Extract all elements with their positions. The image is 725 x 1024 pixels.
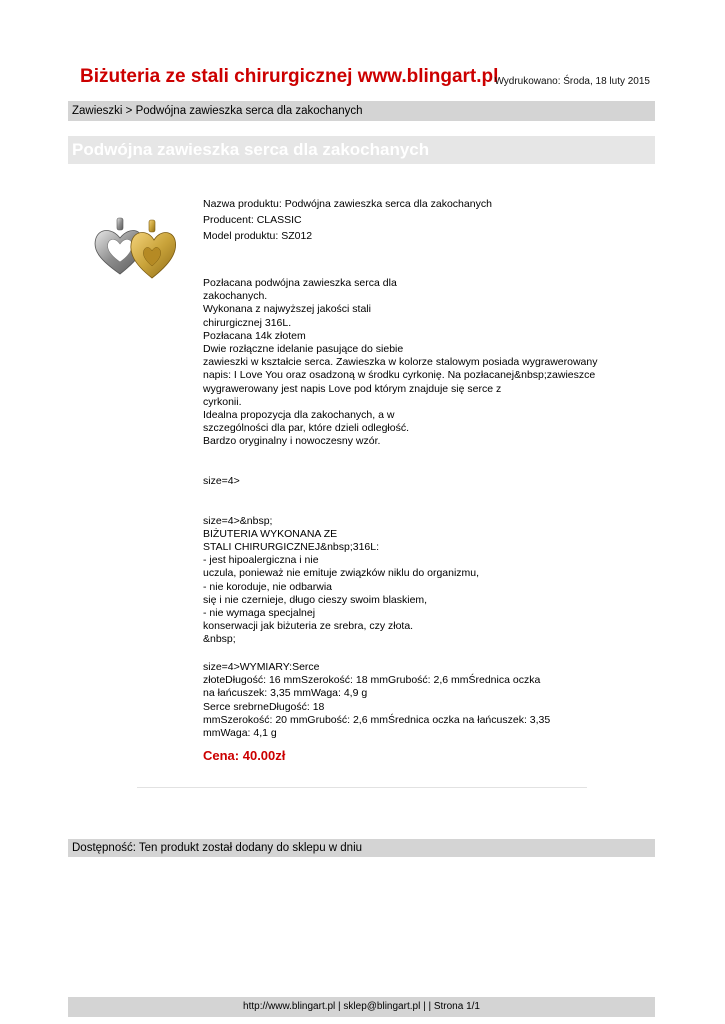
breadcrumb[interactable]: Zawieszki > Podwójna zawieszka serca dla zakochanych: [68, 101, 655, 121]
product-name-line: Nazwa produktu: Podwójna zawieszka serca dla zakochanych: [203, 198, 492, 210]
product-title: Podwójna zawieszka serca dla zakochanych: [68, 136, 655, 164]
availability-bar: Dostępność: Ten produkt został dodany do sklepu w dniu: [68, 839, 655, 857]
product-description: Pozłacana podwójna zawieszka serca dla zakochanych. Wykonana z najwyższej jakości stali chirurgicznej 316L. Pozłacana 14k złotem Dwie rozłączne idelanie pasujące do siebie zawieszki w kształcie serca. Zawieszka w kolorze stalowym posiada wygrawerowany napis: I Love You oraz osadzoną w środku cyrkonię. Na pozłacanej&nbsp;zawieszce wygrawerowany jest napis Love pod którym znajduje się serce z cyrkonii. Idealna propozycja dla zakochanych, a w szczególności dla par, które dzieli odległość. Bardzo oryginalny i nowoczesny wzór. size=4> size=4>&nbsp; BIŻUTERIA WYKONANA ZE STALI CHIRURGICZNEJ&nbsp;316L: - jest hipoalergiczna i nie uczula, ponieważ nie emituje związków niklu do organizmu, - nie koroduje, nie odbarwia się i nie czernieje, długo cieszy swoim blaskiem, - nie wymaga specjalnej konserwacji jak biżuteria ze srebra, czy złota. &nbsp;: [203, 277, 598, 646]
producer-line: Producent: CLASSIC: [203, 214, 302, 226]
product-dimensions: size=4>WYMIARY:Serce złoteDługość: 16 mmSzerokość: 18 mmGrubość: 2,6 mmŚrednica oczka na łańcuszek: 3,35 mmWaga: 4,9 g Serce srebrneDługość: 18 mmSzerokość: 20 mmGrubość: 2,6 mmŚrednica oczka na łańcuszek: 3,35 mmWaga: 4,1 g: [203, 661, 551, 740]
pendant-photo-icon[interactable]: [70, 192, 195, 287]
model-line: Model produktu: SZ012: [203, 230, 313, 242]
page-footer: http://www.blingart.pl | sklep@blingart.pl | | Strona 1/1: [68, 997, 655, 1017]
print-date: Wydrukowano: Środa, 18 luty 2015: [494, 76, 650, 87]
divider: [137, 787, 587, 788]
site-title[interactable]: Biżuteria ze stali chirurgicznej www.blingart.pl: [80, 66, 499, 87]
product-details: [203, 196, 633, 244]
product-price: Cena: 40.00zł: [203, 748, 286, 763]
